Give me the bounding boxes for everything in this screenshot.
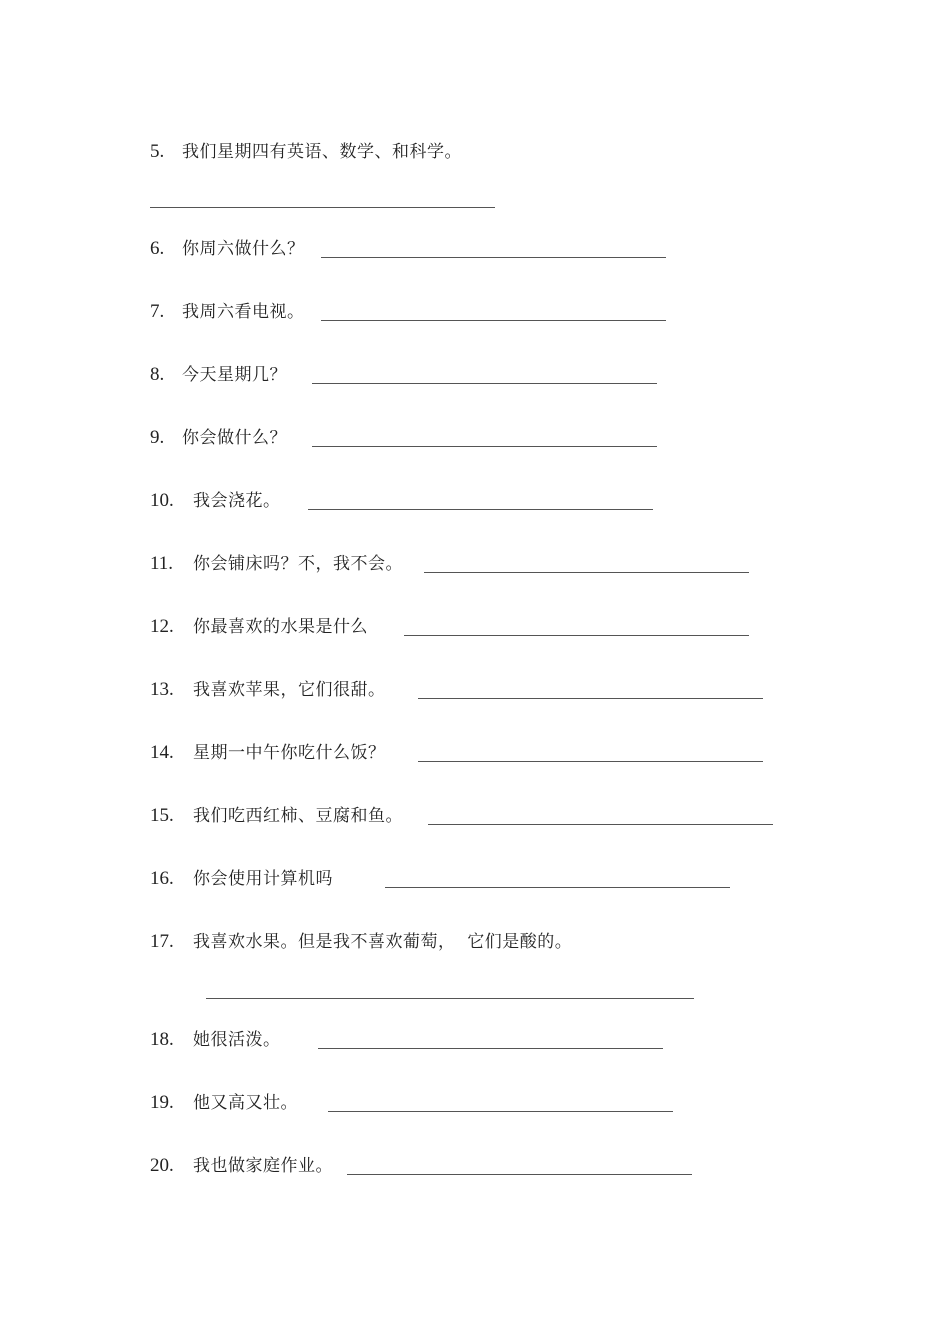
question-text: 我也做家庭作业。	[193, 1156, 333, 1176]
question-number: 8.	[150, 364, 165, 385]
answer-line-10[interactable]	[308, 509, 653, 510]
question-number: 5.	[150, 141, 165, 162]
question-text: 她很活泼。	[193, 1030, 281, 1050]
question-text: 我会浇花。	[193, 491, 281, 511]
question-number: 18.	[150, 1029, 174, 1050]
question-number: 11.	[150, 553, 174, 574]
question-text: 你会铺床吗？不，我不会。	[193, 554, 403, 574]
question-number: 7.	[150, 301, 165, 322]
question-text: 你周六做什么？	[182, 239, 305, 259]
question-number: 19.	[150, 1092, 174, 1113]
answer-line-18[interactable]	[318, 1048, 663, 1049]
question-number: 14.	[150, 742, 174, 763]
answer-line-8[interactable]	[312, 383, 657, 384]
answer-line-6[interactable]	[321, 257, 666, 258]
answer-line-7[interactable]	[321, 320, 666, 321]
question-number: 12.	[150, 616, 174, 637]
question-text: 你会使用计算机吗	[193, 869, 333, 889]
question-text: 我周六看电视。	[182, 302, 305, 322]
answer-line-11[interactable]	[424, 572, 749, 573]
answer-line-9[interactable]	[312, 446, 657, 447]
question-text: 你最喜欢的水果是什么	[193, 617, 368, 637]
question-number: 10.	[150, 490, 174, 511]
question-text: 我喜欢水果。但是我不喜欢葡萄， 它们是酸的。	[193, 932, 573, 952]
question-number: 20.	[150, 1155, 174, 1176]
answer-line-12[interactable]	[404, 635, 749, 636]
question-text: 我们吃西红柿、豆腐和鱼。	[193, 806, 403, 826]
answer-line-14[interactable]	[418, 761, 763, 762]
answer-line-19[interactable]	[328, 1111, 673, 1112]
question-number: 16.	[150, 868, 174, 889]
question-text: 星期一中午你吃什么饭？	[193, 743, 386, 763]
question-number: 9.	[150, 427, 165, 448]
question-text: 我喜欢苹果，它们很甜。	[193, 680, 386, 700]
question-text: 我们星期四有英语、数学、和科学。	[182, 142, 462, 162]
answer-line-15[interactable]	[428, 824, 773, 825]
question-text: 你会做什么？	[182, 428, 287, 448]
question-number: 17.	[150, 931, 174, 952]
question-text: 今天星期几？	[182, 365, 287, 385]
question-text: 他又高又壮。	[193, 1093, 298, 1113]
question-number: 6.	[150, 238, 165, 259]
answer-line-20[interactable]	[347, 1174, 692, 1175]
question-number: 15.	[150, 805, 174, 826]
answer-line-5[interactable]	[150, 207, 495, 208]
answer-line-17[interactable]	[206, 998, 694, 999]
answer-line-16[interactable]	[385, 887, 730, 888]
answer-line-13[interactable]	[418, 698, 763, 699]
question-number: 13.	[150, 679, 174, 700]
